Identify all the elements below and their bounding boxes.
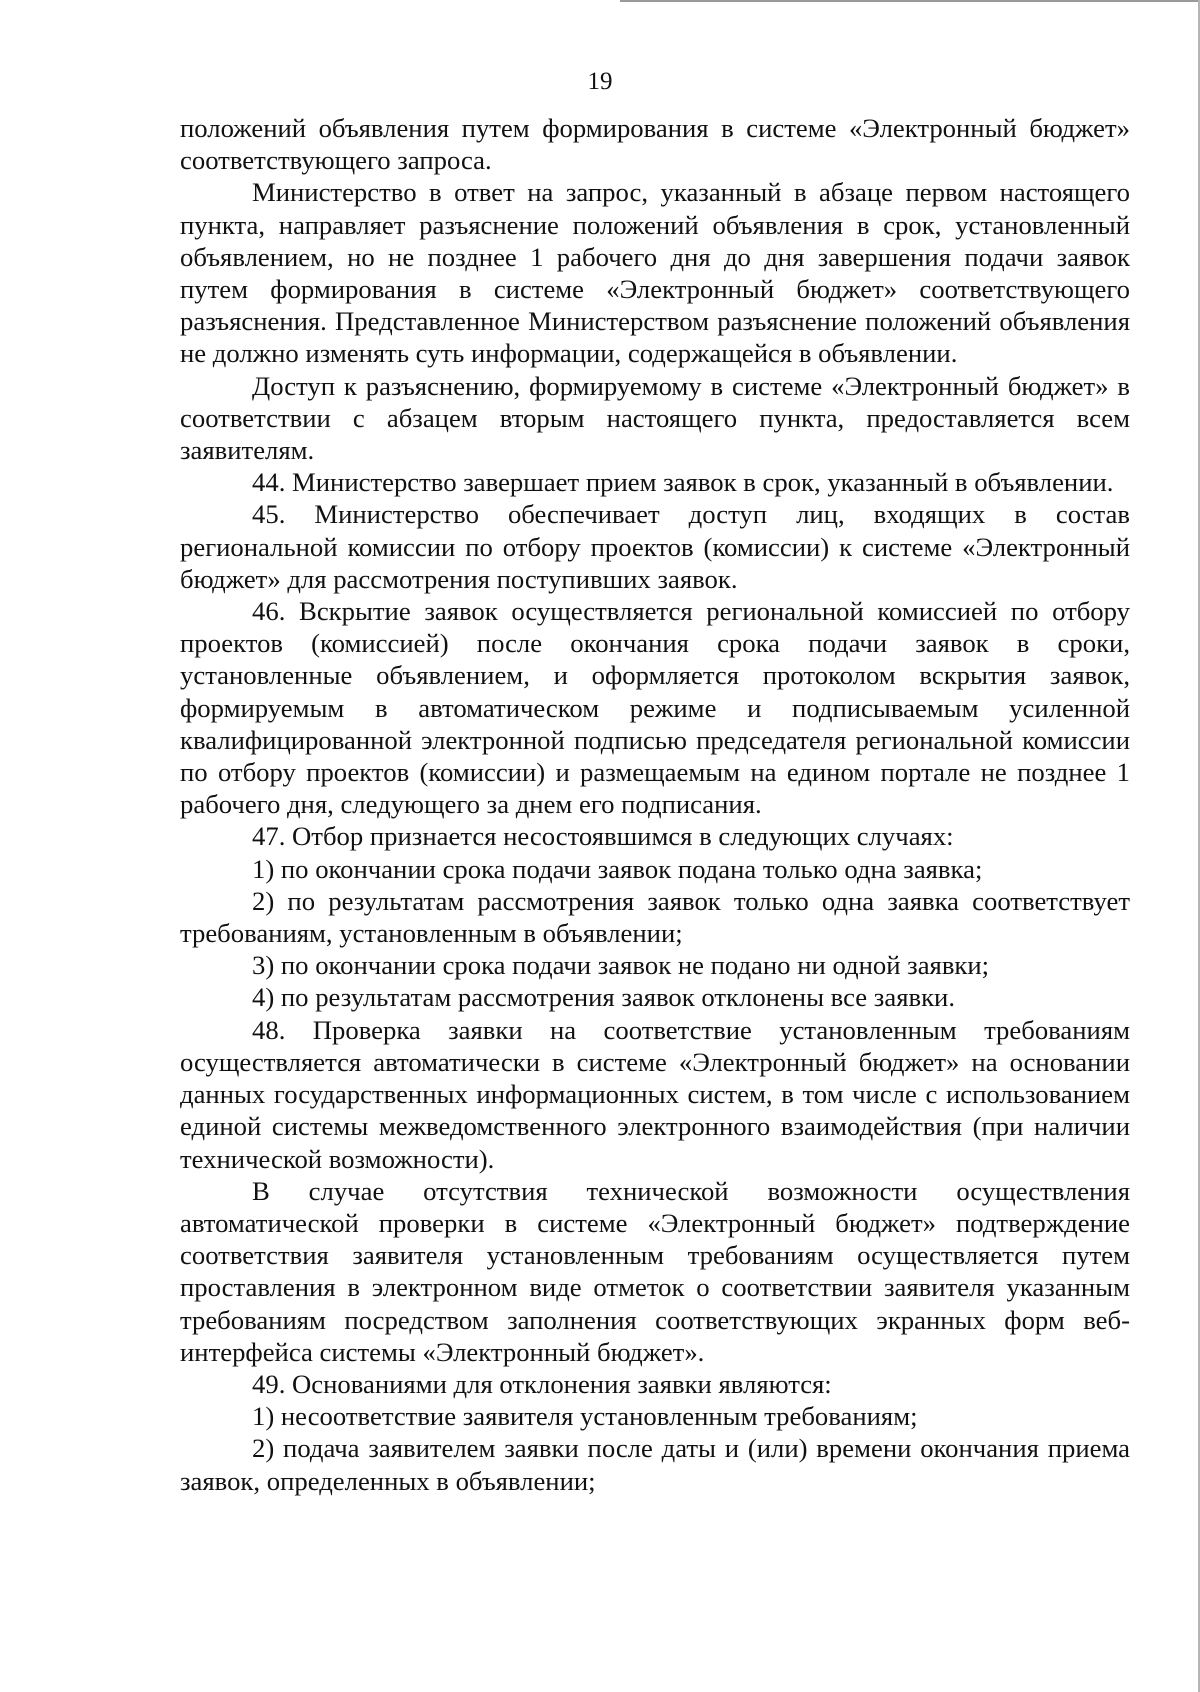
paragraph: Министерство в ответ на запрос, указанный в абзаце первом настоящего пункта, направляет разъяснение положений объявления в срок, установленный объявлением, но не позднее 1 рабочего дня до дня завершения подачи заявок путем формирования в системе «Электронный бюджет» соответствующего разъяснения. Представленное Министерством разъяснение положений объявления не должно изменять суть информации, содержащейся в объявлении. xyxy=(180,177,1130,369)
list-item: 1) несоответствие заявителя установленным требованиям; xyxy=(252,1401,918,1432)
clause-46: 46. Вскрытие заявок осуществляется региональной комиссией по отбору проектов (комиссией) после окончания срока подачи заявок в сроки, установленные объявлением, и оформляется протоколом вскрытия заявок, формируемым в автоматическом режиме и подписываемым усиленной квалифицированной электронной подписью председателя региональной комиссии по отбору проектов (комиссии) и размещаемым на едином портале не позднее 1 рабочего дня, следующего за днем его подписания. xyxy=(180,596,1130,820)
page-number: 19 xyxy=(587,68,613,95)
list-item: 4) по результатам рассмотрения заявок отклонены все заявки. xyxy=(252,982,955,1013)
document-body xyxy=(180,112,1130,1497)
clause-44: 44. Министерство завершает прием заявок в срок, указанный в объявлении. xyxy=(252,467,1114,498)
list-item: 1) по окончании срока подачи заявок подана только одна заявка; xyxy=(252,853,983,884)
paragraph-continuation: положений объявления путем формирования в системе «Электронный бюджет» соответствующего запроса. xyxy=(180,113,1130,176)
paragraph: Доступ к разъяснению, формируемому в системе «Электронный бюджет» в соответствии с абзацем вторым настоящего пункта, предоставляется всем заявителям. xyxy=(180,370,1130,466)
clause-49: 49. Основаниями для отклонения заявки являются: xyxy=(252,1368,832,1399)
list-item: 2) подача заявителем заявки после даты и (или) времени окончания приема заявок, определенных в объявлении; xyxy=(180,1433,1130,1496)
clause-48: 48. Проверка заявки на соответствие установленным требованиям осуществляется автоматически в системе «Электронный бюджет» на основании данных государственных информационных систем, в том числе с использованием единой системы межведомственного электронного взаимодействия (при наличии технической возможности). xyxy=(180,1014,1130,1174)
clause-45: 45. Министерство обеспечивает доступ лиц, входящих в состав региональной комиссии по отбору проектов (комиссии) к системе «Электронный бюджет» для рассмотрения поступивших заявок. xyxy=(180,499,1130,594)
list-item: 3) по окончании срока подачи заявок не подано ни одной заявки; xyxy=(252,950,990,981)
clause-47: 47. Отбор признается несостоявшимся в следующих случаях: xyxy=(252,821,954,852)
paragraph: В случае отсутствия технической возможности осуществления автоматической проверки в системе «Электронный бюджет» подтверждение соответствия заявителя установленным требованиям осуществляется путем проставления в электронном виде отметок о соответствии заявителя указанным требованиям посредством заполнения соответствующих экранных форм веб-интерфейса системы «Электронный бюджет». xyxy=(180,1175,1130,1367)
list-item: 2) по результатам рассмотрения заявок только одна заявка соответствует требованиям, установленным в объявлении; xyxy=(180,885,1130,949)
scan-edge-top xyxy=(620,0,1200,2)
